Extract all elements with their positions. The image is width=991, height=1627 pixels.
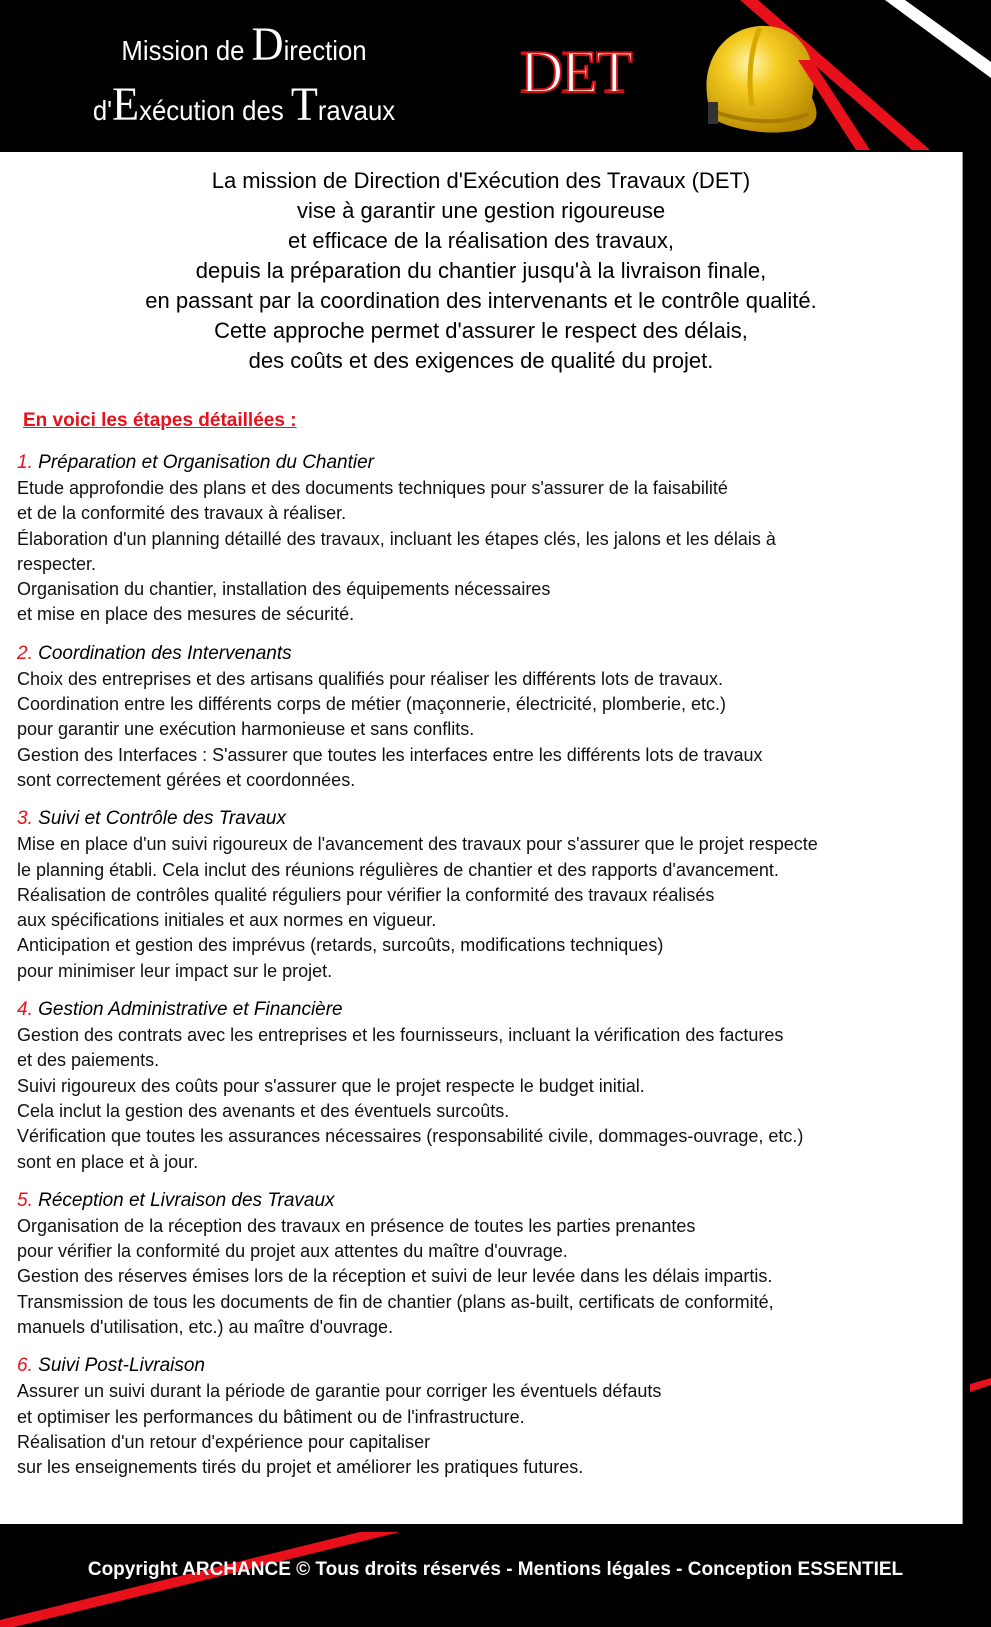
step-title bbox=[17, 806, 962, 832]
content-card bbox=[0, 152, 963, 1524]
step-line: Etude approfondie des plans et des documents techniques pour s'assurer de la faisabilité bbox=[17, 478, 728, 498]
step-line: et de la conformité des travaux à réaliser. bbox=[17, 503, 347, 524]
step-title-text: Suivi Post-Livraison bbox=[38, 1355, 205, 1377]
step-line: Gestion des contrats avec les entreprises et les fournisseurs, incluant la vérification des factures bbox=[17, 1025, 784, 1046]
step-line: Organisation du chantier, installation des équipements nécessaires bbox=[17, 579, 551, 600]
step-line: Cela inclut la gestion des avenants et des éventuels surcoûts. bbox=[17, 1100, 510, 1121]
title-initial: T bbox=[290, 78, 318, 131]
step-line: et des paiements. bbox=[17, 1050, 160, 1071]
title-text: irection bbox=[283, 35, 367, 66]
title-initial: E bbox=[112, 78, 140, 131]
step-section bbox=[17, 997, 962, 1175]
step-line: Organisation de la réception des travaux en présence de toutes les parties prenantes bbox=[17, 1215, 696, 1236]
step-number: 1. bbox=[17, 452, 33, 473]
title-text: d' bbox=[92, 95, 113, 126]
footer bbox=[0, 1524, 991, 1627]
steps-heading: En voici les étapes détaillées : bbox=[23, 410, 297, 431]
step-line: Suivi rigoureux des coûts pour s'assurer que le projet respecte le budget initial. bbox=[17, 1075, 645, 1096]
intro-line: vise à garantir une gestion rigoureuse bbox=[296, 198, 666, 223]
step-line: et mise en place des mesures de sécurité. bbox=[17, 604, 355, 625]
step-line: pour vérifier la conformité du projet aux attentes du maître d'ouvrage. bbox=[17, 1241, 568, 1262]
step-title-text: Coordination des Intervenants bbox=[38, 642, 292, 664]
step-section bbox=[17, 806, 962, 984]
title-text: ravaux bbox=[317, 95, 396, 126]
step-number: 3. bbox=[17, 808, 33, 830]
step-title bbox=[17, 450, 962, 476]
step-title-text: Préparation et Organisation du Chantier bbox=[38, 452, 375, 473]
step-number: 5. bbox=[17, 1189, 33, 1211]
step-line: Transmission de tous les documents de fin de chantier (plans as-built, certificats de conformité, bbox=[17, 1291, 774, 1312]
step-line: Choix des entreprises et des artisans qualifiés pour réaliser les différents lots de travaux. bbox=[17, 668, 724, 689]
step-line: Coordination entre les différents corps de métier (maçonnerie, électricité, plomberie, etc.) bbox=[17, 694, 726, 715]
step-number: 4. bbox=[17, 999, 33, 1021]
step-title-text: Réception et Livraison des Travaux bbox=[38, 1189, 335, 1211]
intro-paragraph bbox=[0, 166, 962, 376]
step-line: Gestion des Interfaces : S'assurer que toutes les interfaces entre les différents lots de travaux bbox=[17, 744, 763, 765]
step-line: Vérification que toutes les assurances nécessaires (responsabilité civile, dommages-ouvrage, etc.) bbox=[17, 1126, 804, 1147]
intro-line: depuis la préparation du chantier jusqu'à la livraison finale, bbox=[195, 258, 767, 283]
step-line: et optimiser les performances du bâtiment ou de l'infrastructure. bbox=[17, 1406, 525, 1427]
red-stripe-front bbox=[0, 0, 991, 150]
intro-line: La mission de Direction d'Exécution des Travaux (DET) bbox=[211, 168, 751, 193]
step-line: manuels d'utilisation, etc.) au maître d'ouvrage. bbox=[17, 1317, 394, 1338]
step-title bbox=[17, 1188, 962, 1214]
step-line: le planning établi. Cela inclut des réunions régulières de chantier et des rapports d'avancement. bbox=[17, 859, 779, 880]
title-text: Mission de bbox=[121, 35, 252, 66]
side-red-stripe bbox=[962, 1370, 991, 1400]
footer-copyright: Copyright ARCHANCE © Tous droits réservés - Mentions légales - Conception ESSENTIEL bbox=[87, 1559, 904, 1580]
step-line: Élaboration d'un planning détaillé des travaux, incluant les étapes clés, les jalons et les délais à bbox=[17, 528, 776, 549]
intro-line: et efficace de la réalisation des travaux, bbox=[287, 228, 675, 253]
step-line: aux spécifications initiales et aux normes en vigueur. bbox=[17, 910, 437, 931]
step-section bbox=[17, 1188, 962, 1340]
title-initial: D bbox=[251, 18, 284, 71]
step-title-text: Suivi et Contrôle des Travaux bbox=[38, 808, 286, 830]
det-logo: DET bbox=[520, 39, 631, 105]
intro-line: des coûts et des exigences de qualité du projet. bbox=[248, 348, 714, 373]
step-line: respecter. bbox=[17, 553, 97, 574]
steps-list bbox=[17, 450, 962, 1494]
step-section bbox=[17, 450, 962, 628]
step-section bbox=[17, 1353, 962, 1480]
step-line: sur les enseignements tirés du projet et améliorer les pratiques futures. bbox=[17, 1457, 584, 1478]
step-title bbox=[17, 997, 962, 1023]
step-number: 6. bbox=[17, 1355, 33, 1377]
step-title-text: Gestion Administrative et Financière bbox=[38, 999, 343, 1021]
step-line: pour garantir une exécution harmonieuse et sans conflits. bbox=[17, 719, 475, 740]
intro-line: Cette approche permet d'assurer le respect des délais, bbox=[214, 318, 748, 343]
step-line: Assurer un suivi durant la période de garantie pour corriger les éventuels défauts bbox=[17, 1381, 662, 1402]
step-title bbox=[17, 641, 962, 667]
step-line: Anticipation et gestion des imprévus (retards, surcoûts, modifications techniques) bbox=[17, 935, 664, 956]
title-text: xécution des bbox=[139, 95, 291, 126]
step-line: Réalisation de contrôles qualité réguliers pour vérifier la conformité des travaux réalisés bbox=[17, 884, 715, 905]
step-number: 2. bbox=[17, 642, 33, 664]
step-line: sont correctement gérées et coordonnées. bbox=[17, 769, 356, 790]
step-line: Gestion des réserves émises lors de la réception et suivi de leur levée dans les délais impartis. bbox=[17, 1266, 773, 1287]
intro-line: en passant par la coordination des intervenants et le contrôle qualité. bbox=[145, 288, 817, 313]
step-line: sont en place et à jour. bbox=[17, 1151, 199, 1172]
step-line: Réalisation d'un retour d'expérience pour capitaliser bbox=[17, 1431, 431, 1452]
step-line: pour minimiser leur impact sur le projet. bbox=[17, 960, 333, 981]
step-section bbox=[17, 641, 962, 793]
header-banner bbox=[0, 0, 991, 150]
step-title bbox=[17, 1353, 962, 1379]
step-line: Mise en place d'un suivi rigoureux de l'avancement des travaux pour s'assurer que le projet respecte bbox=[17, 834, 818, 855]
